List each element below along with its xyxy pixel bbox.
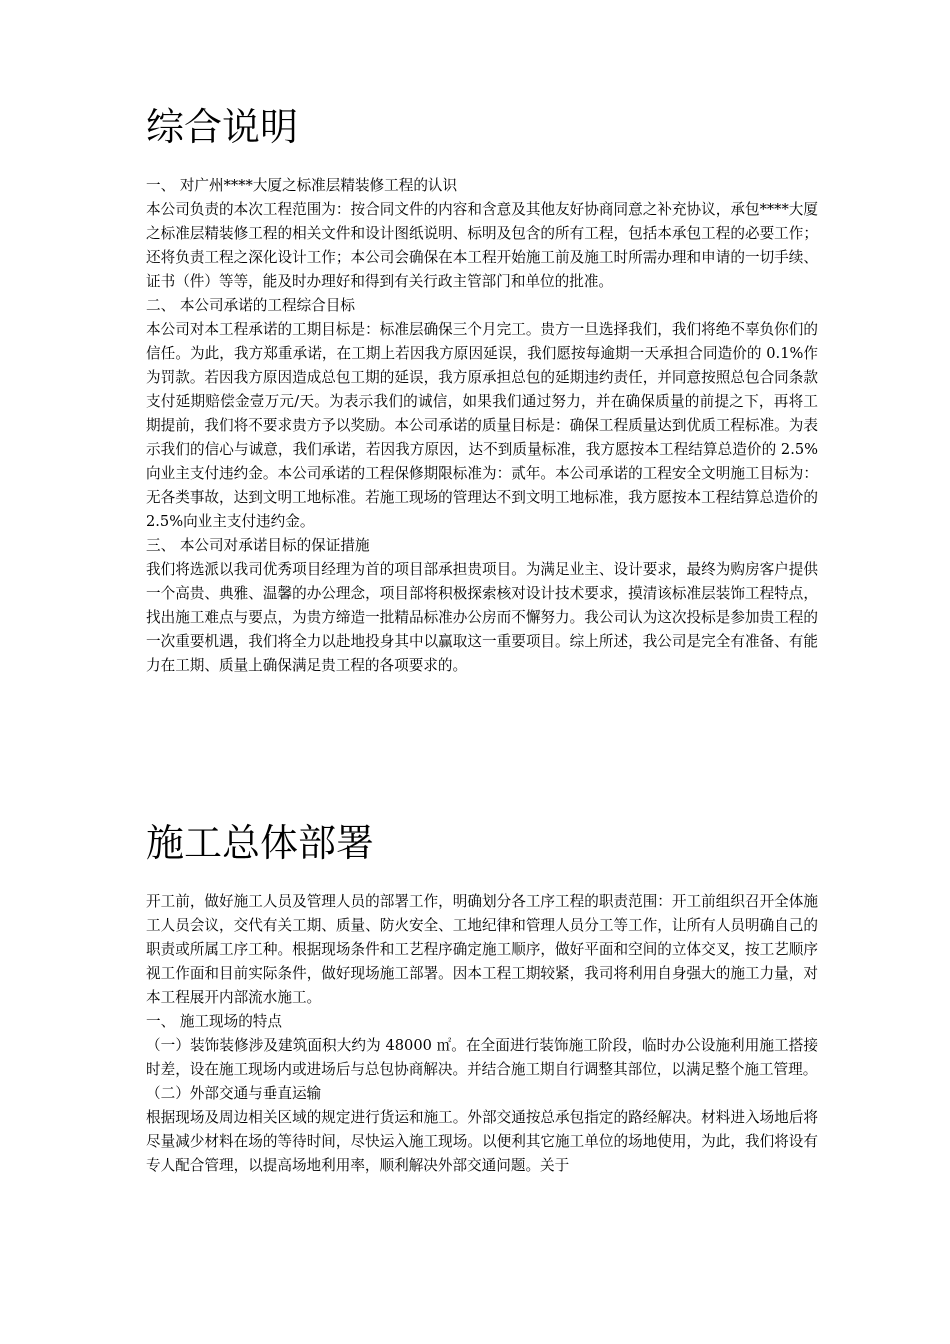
deployment-sub2-heading: （二）外部交通与垂直运输	[146, 1085, 322, 1102]
deployment-item1-heading: 一、 施工现场的特点	[146, 1013, 282, 1030]
deployment-intro-text: 开工前，做好施工人员及管理人员的部署工作，明确划分各工序工程的职责范围：开工前组织召开全体施工人员会议，交代有关工期、质量、防火安全、工地纪律和管理人员分工等工作，让所有人员明确自己的职责或所属工序工种。根据现场条件和工艺程序确定施工顺序，做好平面和空间的立体交叉，按工艺顺序视工作面和目前实际条件，做好现场施工部署。因本工程工期较紧，我司将利用自身强大的施工力量，对本工程展开内部流水施工。	[146, 893, 818, 1006]
overview-item2-text: 本公司对本工程承诺的工期目标是：标准层确保三个月完工。贵方一旦选择我们，我们将绝不辜负你们的信任。为此，我方郑重承诺，在工期上若因我方原因延误，我们愿按每逾期一天承担合同造价的 0.1%作为罚款。若因我方原因造成总包工期的延误，我方原承担总包的延期违约责任，并同意按照总包合同条款支付延期赔偿金壹万元/天。为表示我们的诚信，如果我们通过努力，并在确保质量的前提之下，再将工期提前，我们将不要求贵方予以奖励。本公司承诺的质量目标是：确保工程质量达到优质工程标准。为表示我们的信心与诚意，我们承诺，若因我方原因，达不到质量标准，我方愿按本工程结算总造价的 2.5%向业主支付违约金。本公司承诺的工程保修期限标准为：贰年。本公司承诺的工程安全文明施工目标为：无各类事故，达到文明工地标准。若施工现场的管理达不到文明工地标准，我方愿按本工程结算总造价的 2.5%向业主支付违约金。	[146, 321, 818, 530]
section-overview-body	[146, 174, 818, 678]
section-title-overview: 综合说明	[146, 105, 299, 149]
overview-item1-heading: 一、 对广州****大厦之标准层精装修工程的认识	[146, 177, 458, 194]
overview-item3-heading: 三、 本公司对承诺目标的保证措施	[146, 537, 370, 554]
deployment-sub1-text: （一）装饰装修涉及建筑面积大约为 48000 ㎡。在全面进行装饰施工阶段，临时办公设施利用施工搭接时差，设在施工现场内或进场后与总包协商解决。并结合施工期自行调整其部位，以满足整个施工管理。	[146, 1037, 818, 1078]
section-deployment-body	[146, 890, 818, 1178]
section-title-deployment: 施工总体部署	[146, 821, 375, 865]
overview-item1-text: 本公司负责的本次工程范围为：按合同文件的内容和含意及其他友好协商同意之补充协议，承包****大厦之标准层精装修工程的相关文件和设计图纸说明、标明及包含的所有工程，包括本承包工程的必要工作；还将负责工程之深化设计工作；本公司会确保在本工程开始施工前及施工时所需办理和申请的一切手续、证书（件）等等，能及时办理好和得到有关行政主管部门和单位的批准。	[146, 201, 818, 290]
overview-item3-text: 我们将选派以我司优秀项目经理为首的项目部承担贵项目。为满足业主、设计要求，最终为购房客户提供一个高贵、典雅、温馨的办公理念，项目部将积极探索核对设计技术要求，摸清该标准层装饰工程特点，找出施工难点与要点，为贵方缔造一批精品标准办公房而不懈努力。我公司认为这次投标是参加贵工程的一次重要机遇，我们将全力以赴地投身其中以赢取这一重要项目。综上所述，我公司是完全有准备、有能力在工期、质量上确保满足贵工程的各项要求的。	[146, 561, 818, 674]
deployment-sub2-text: 根据现场及周边相关区域的规定进行货运和施工。外部交通按总承包指定的路经解决。材料进入场地后将尽量减少材料在场的等待时间，尽快运入施工现场。以便利其它施工单位的场地使用，为此，我们将设有专人配合管理，以提高场地利用率，顺利解决外部交通问题。关于	[146, 1109, 818, 1174]
overview-item2-heading: 二、 本公司承诺的工程综合目标	[146, 297, 355, 314]
